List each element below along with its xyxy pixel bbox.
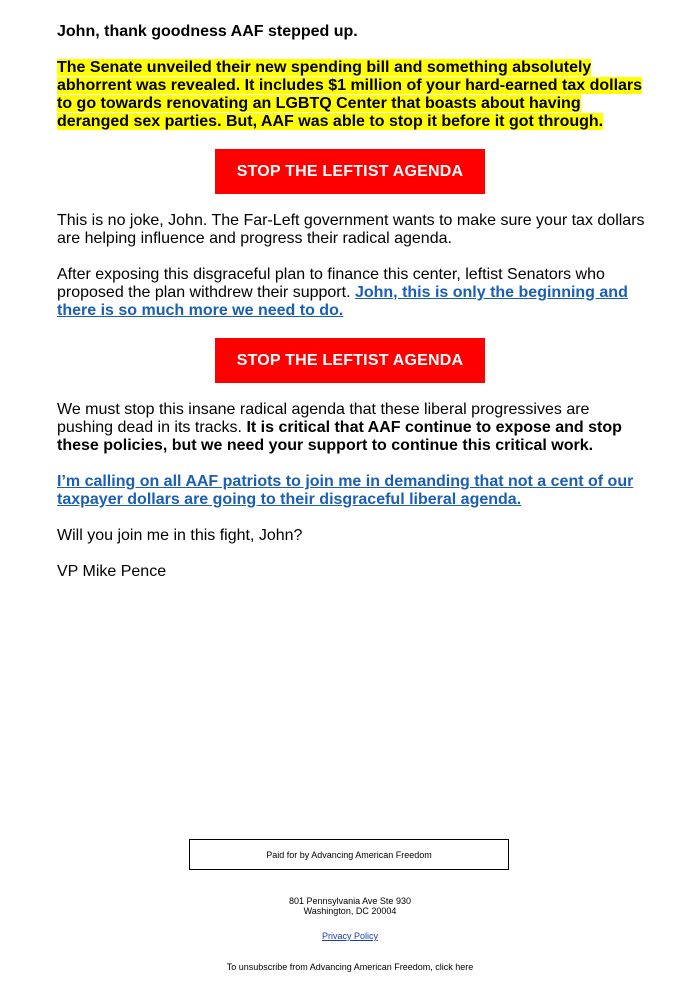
unsubscribe-link[interactable]: To unsubscribe from Advancing American Freedom, click here	[226, 962, 474, 972]
paragraph-exposing-text: After exposing this disgraceful plan to finance this center, leftist Senators who proposed the plan withdrew their support.	[57, 266, 605, 301]
calling-patriots-link[interactable]: I’m calling on all AAF patriots to join me in demanding that not a cent of our taxpayer dollars are going to their disgraceful liberal agenda.	[57, 473, 634, 508]
paragraph-no-joke: This is no joke, John. The Far-Left government wants to make sure your tax dollars are helping influence and progress their radical agenda.	[57, 212, 645, 247]
paid-for-disclaimer: Paid for by Advancing American Freedom	[189, 839, 509, 870]
address-line-2: Washington, DC 20004	[303, 906, 397, 916]
privacy-container	[0, 931, 700, 941]
highlighted-paragraph	[57, 59, 647, 131]
beginning-link[interactable]: John, this is only the beginning and there is so much more we need to do.	[57, 284, 628, 319]
privacy-policy-link[interactable]: Privacy Policy	[321, 931, 378, 941]
stop-agenda-button-1[interactable]: STOP THE LEFTIST AGENDA	[215, 149, 485, 194]
email-greeting: John, thank goodness AAF stepped up.	[57, 23, 358, 40]
footer-address	[0, 896, 700, 916]
highlighted-text: The Senate unveiled their new spending bill and something absolutely abhorrent was revealed. It includes $1 million of your hard-earned tax dollars to go towards renovating an LGBTQ Center that boasts about having deranged sex parties. But, AAF was able to stop it before it got through.	[57, 59, 643, 130]
paragraph-join-fight: Will you join me in this fight, John?	[57, 527, 303, 544]
address-line-1: 801 Pennsylvania Ave Ste 930	[289, 896, 411, 906]
paragraph-exposing	[57, 266, 647, 320]
signature: VP Mike Pence	[57, 563, 167, 580]
paragraph-stop-agenda-text: We must stop this insane radical agenda that these liberal progressives are pushing dead in its tracks.	[57, 401, 590, 436]
stop-agenda-button-2[interactable]: STOP THE LEFTIST AGENDA	[215, 338, 485, 383]
paragraph-calling-patriots	[57, 473, 647, 509]
paragraph-stop-agenda	[57, 401, 647, 455]
paragraph-stop-agenda-bold: It is critical that AAF continue to expose and stop these policies, but we need your support to continue this critical work.	[57, 419, 622, 454]
